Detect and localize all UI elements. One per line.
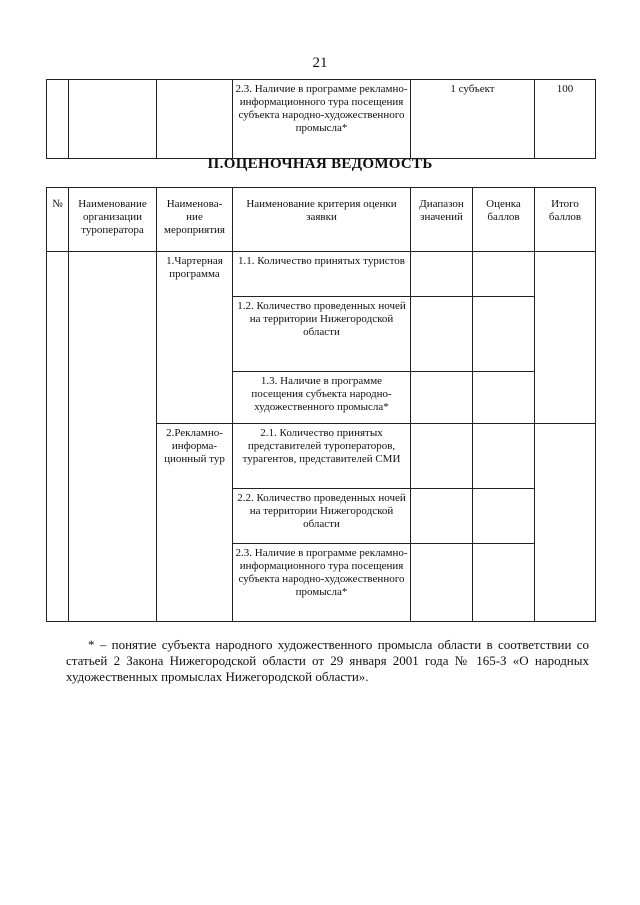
evaluation-table [46,187,596,622]
range-cell: 1 субъект [411,80,535,159]
range-cell [411,544,473,622]
table-row [47,252,596,297]
criterion-cell: 2.3. Наличие в программе рекламно-информационного тура посещения субъекта народно-художественного промысла* [233,80,411,159]
table-row [47,80,596,159]
header-range: Диапазон значений [411,188,473,252]
range-cell [411,252,473,297]
header-criterion: Наименование критерия оценки заявки [233,188,411,252]
footnote-text: * – понятие субъекта народного художественного промысла области в соответствии со статьей 2 Закона Нижегородской области от 29 января 2001 года № 165-З «О народных художественных промыслах Нижегородской области». [66,637,589,684]
range-cell [411,424,473,489]
criterion-cell: 1.3. Наличие в программе посещения субъекта народно-художественного промысла* [233,372,411,424]
header-row [47,188,596,252]
criterion-cell: 1.1. Количество принятых туристов [233,252,411,297]
range-cell [411,489,473,544]
criterion-cell: 2.2. Количество проведенных ночей на территории Нижегородской области [233,489,411,544]
page-number: 21 [312,55,328,71]
num-cell [47,252,69,622]
score-cell [473,252,535,297]
org-cell [69,80,157,159]
score-cell [473,424,535,489]
criterion-cell: 2.1. Количество принятых представителей туроператоров, турагентов, представителей СМИ [233,424,411,489]
event-cell [157,80,233,159]
num-cell [47,80,69,159]
continued-table [46,79,596,159]
criterion-cell: 1.2. Количество проведенных ночей на территории Нижегородской области [233,297,411,372]
score-cell: 100 [535,80,596,159]
header-event: Наименова-ние мероприятия [157,188,233,252]
range-cell [411,297,473,372]
org-cell [69,252,157,622]
event-cell: 2.Рекламно-информа-ционный тур [157,424,233,622]
criterion-cell: 2.3. Наличие в программе рекламно-информационного тура посещения субъекта народно-художественного промысла* [233,544,411,622]
header-total: Итого баллов [535,188,596,252]
footnote [66,637,589,685]
event-cell: 1.Чартерная программа [157,252,233,424]
header-score: Оценка баллов [473,188,535,252]
header-org: Наименование организации туроператора [69,188,157,252]
total-cell [535,424,596,622]
section-title: II.ОЦЕНОЧНАЯ ВЕДОМОСТЬ [207,156,433,172]
score-cell [473,297,535,372]
range-cell [411,372,473,424]
score-cell [473,544,535,622]
total-cell [535,252,596,424]
score-cell [473,489,535,544]
score-cell [473,372,535,424]
header-num: № [47,188,69,252]
